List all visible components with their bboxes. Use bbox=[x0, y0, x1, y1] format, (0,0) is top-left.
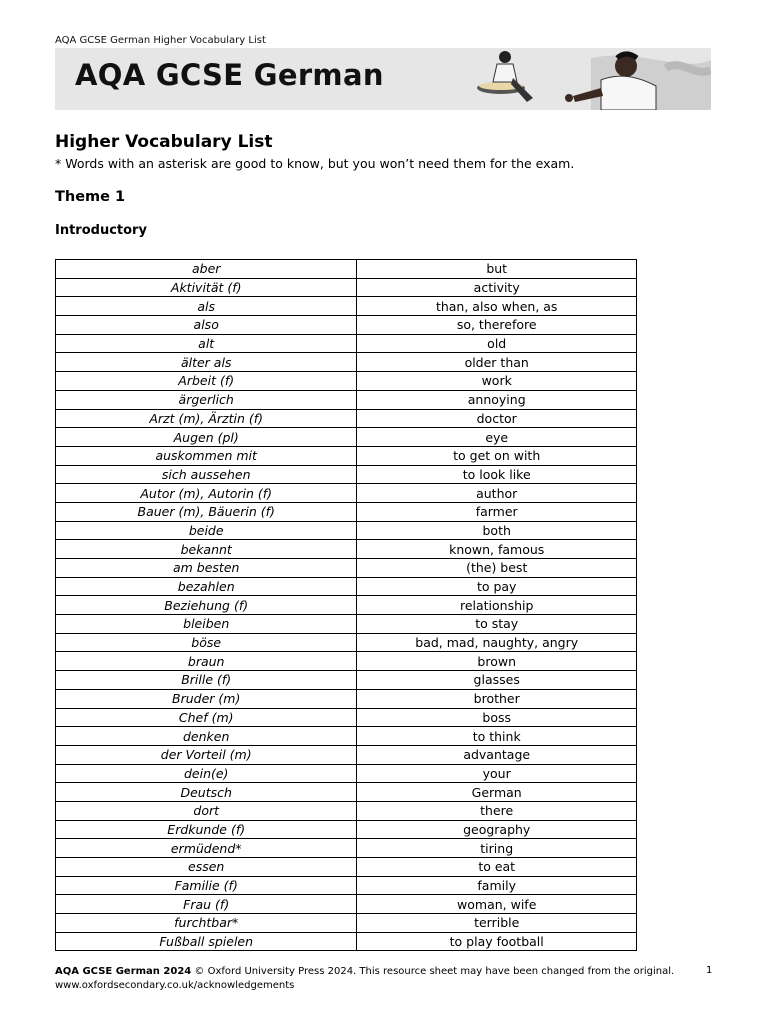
english-translation: than, also when, as bbox=[357, 297, 637, 316]
english-translation: but bbox=[357, 260, 637, 279]
german-term: Bruder (m) bbox=[56, 689, 357, 708]
german-term: dein(e) bbox=[56, 764, 357, 783]
english-translation: to pay bbox=[357, 577, 637, 596]
document-title: Higher Vocabulary List bbox=[55, 132, 273, 152]
german-term: auskommen mit bbox=[56, 446, 357, 465]
table-row bbox=[56, 540, 637, 559]
table-row bbox=[56, 671, 637, 690]
english-translation: boss bbox=[357, 708, 637, 727]
english-translation: family bbox=[357, 876, 637, 895]
english-translation: to eat bbox=[357, 858, 637, 877]
table-row bbox=[56, 689, 637, 708]
table-row bbox=[56, 577, 637, 596]
english-translation: (the) best bbox=[357, 559, 637, 578]
table-row bbox=[56, 783, 637, 802]
english-translation: your bbox=[357, 764, 637, 783]
english-translation: annoying bbox=[357, 390, 637, 409]
german-term: Augen (pl) bbox=[56, 428, 357, 447]
table-row bbox=[56, 727, 637, 746]
german-term: der Vorteil (m) bbox=[56, 745, 357, 764]
footer-url[interactable]: www.oxfordsecondary.co.uk/acknowledgements bbox=[55, 980, 295, 991]
table-row bbox=[56, 633, 637, 652]
table-row bbox=[56, 895, 637, 914]
german-term: Deutsch bbox=[56, 783, 357, 802]
german-term: furchtbar* bbox=[56, 914, 357, 933]
english-translation: activity bbox=[357, 278, 637, 297]
table-row bbox=[56, 932, 637, 951]
section-heading: Introductory bbox=[55, 223, 147, 238]
table-row bbox=[56, 745, 637, 764]
german-term: ärgerlich bbox=[56, 390, 357, 409]
table-row bbox=[56, 446, 637, 465]
table-row bbox=[56, 297, 637, 316]
english-translation: work bbox=[357, 372, 637, 391]
english-translation: geography bbox=[357, 820, 637, 839]
english-translation: bad, mad, naughty, angry bbox=[357, 633, 637, 652]
footer bbox=[55, 965, 674, 993]
english-translation: brown bbox=[357, 652, 637, 671]
table-row bbox=[56, 820, 637, 839]
table-row bbox=[56, 559, 637, 578]
table-row bbox=[56, 876, 637, 895]
table-row bbox=[56, 465, 637, 484]
german-term: Erdkunde (f) bbox=[56, 820, 357, 839]
table-row bbox=[56, 839, 637, 858]
table-row bbox=[56, 334, 637, 353]
table-row bbox=[56, 521, 637, 540]
english-translation: to look like bbox=[357, 465, 637, 484]
german-term: denken bbox=[56, 727, 357, 746]
english-translation: brother bbox=[357, 689, 637, 708]
banner-title: AQA GCSE German bbox=[75, 58, 384, 92]
german-term: bezahlen bbox=[56, 577, 357, 596]
german-term: Autor (m), Autorin (f) bbox=[56, 484, 357, 503]
english-translation: there bbox=[357, 801, 637, 820]
english-translation: glasses bbox=[357, 671, 637, 690]
table-row bbox=[56, 278, 637, 297]
german-term: ermüdend* bbox=[56, 839, 357, 858]
header-banner bbox=[55, 48, 711, 110]
german-term: braun bbox=[56, 652, 357, 671]
german-term: Aktivität (f) bbox=[56, 278, 357, 297]
german-term: bleiben bbox=[56, 615, 357, 634]
german-term: Beziehung (f) bbox=[56, 596, 357, 615]
english-translation: both bbox=[357, 521, 637, 540]
english-translation: to think bbox=[357, 727, 637, 746]
english-translation: so, therefore bbox=[357, 316, 637, 335]
english-translation: to play football bbox=[357, 932, 637, 951]
page-number: 1 bbox=[706, 965, 713, 976]
english-translation: woman, wife bbox=[357, 895, 637, 914]
vocabulary-table bbox=[55, 259, 637, 951]
german-term: Fußball spielen bbox=[56, 932, 357, 951]
english-translation: doctor bbox=[357, 409, 637, 428]
table-row bbox=[56, 428, 637, 447]
english-translation: to stay bbox=[357, 615, 637, 634]
german-term: Familie (f) bbox=[56, 876, 357, 895]
english-translation: older than bbox=[357, 353, 637, 372]
german-term: essen bbox=[56, 858, 357, 877]
english-translation: farmer bbox=[357, 502, 637, 521]
english-translation: tiring bbox=[357, 839, 637, 858]
table-row bbox=[56, 353, 637, 372]
german-term: böse bbox=[56, 633, 357, 652]
english-translation: terrible bbox=[357, 914, 637, 933]
table-row bbox=[56, 858, 637, 877]
german-term: alt bbox=[56, 334, 357, 353]
running-head: AQA GCSE German Higher Vocabulary List bbox=[55, 35, 266, 46]
german-term: dort bbox=[56, 801, 357, 820]
german-term: Bauer (m), Bäuerin (f) bbox=[56, 502, 357, 521]
table-row bbox=[56, 652, 637, 671]
english-translation: to get on with bbox=[357, 446, 637, 465]
table-row bbox=[56, 801, 637, 820]
table-row bbox=[56, 596, 637, 615]
german-term: bekannt bbox=[56, 540, 357, 559]
english-translation: German bbox=[357, 783, 637, 802]
english-translation: eye bbox=[357, 428, 637, 447]
german-term: Brille (f) bbox=[56, 671, 357, 690]
footer-brand: AQA GCSE German 2024 bbox=[55, 966, 192, 977]
table-row bbox=[56, 502, 637, 521]
table-row bbox=[56, 260, 637, 279]
table-row bbox=[56, 484, 637, 503]
table-row bbox=[56, 914, 637, 933]
table-row bbox=[56, 390, 637, 409]
english-translation: author bbox=[357, 484, 637, 503]
table-row bbox=[56, 316, 637, 335]
students-illustration bbox=[441, 48, 711, 110]
table-row bbox=[56, 372, 637, 391]
english-translation: relationship bbox=[357, 596, 637, 615]
footer-copyright: © Oxford University Press 2024. This resource sheet may have been changed from the original. bbox=[191, 966, 675, 977]
german-term: sich aussehen bbox=[56, 465, 357, 484]
german-term: beide bbox=[56, 521, 357, 540]
english-translation: advantage bbox=[357, 745, 637, 764]
english-translation: known, famous bbox=[357, 540, 637, 559]
theme-heading: Theme 1 bbox=[55, 189, 126, 205]
table-row bbox=[56, 764, 637, 783]
table-row bbox=[56, 708, 637, 727]
german-term: älter als bbox=[56, 353, 357, 372]
german-term: Arzt (m), Ärztin (f) bbox=[56, 409, 357, 428]
german-term: am besten bbox=[56, 559, 357, 578]
asterisk-note: * Words with an asterisk are good to know, but you won’t need them for the exam. bbox=[55, 156, 575, 171]
german-term: als bbox=[56, 297, 357, 316]
german-term: Arbeit (f) bbox=[56, 372, 357, 391]
german-term: also bbox=[56, 316, 357, 335]
english-translation: old bbox=[357, 334, 637, 353]
german-term: aber bbox=[56, 260, 357, 279]
german-term: Chef (m) bbox=[56, 708, 357, 727]
german-term: Frau (f) bbox=[56, 895, 357, 914]
table-row bbox=[56, 409, 637, 428]
table-row bbox=[56, 615, 637, 634]
